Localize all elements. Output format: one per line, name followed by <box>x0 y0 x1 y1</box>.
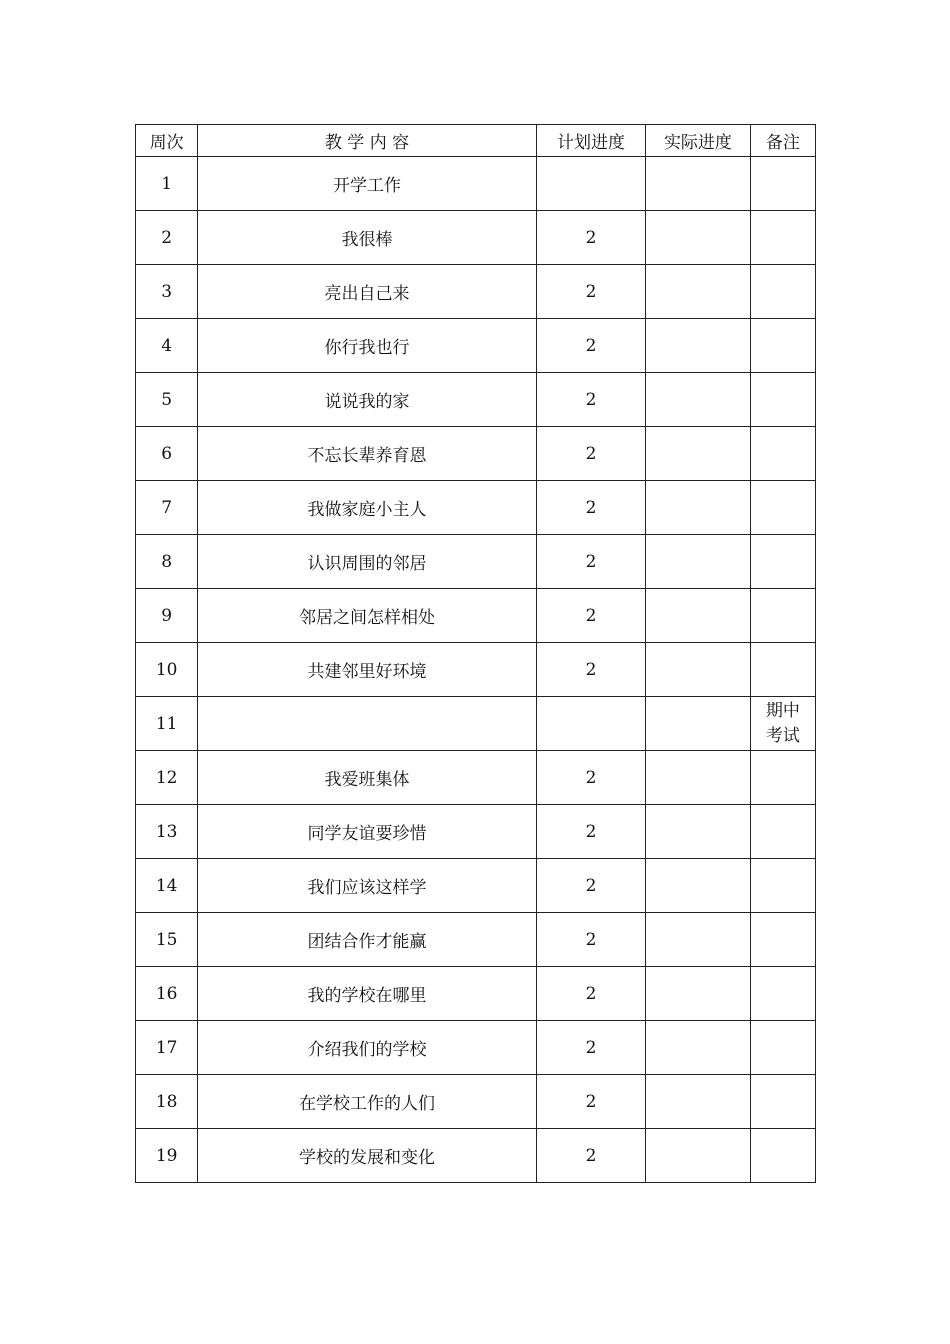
table-row <box>136 751 816 805</box>
cell-note <box>750 1075 815 1129</box>
cell-week: 2 <box>136 211 198 265</box>
cell-plan-progress: 2 <box>536 535 645 589</box>
cell-plan-progress: 2 <box>536 913 645 967</box>
table-row <box>136 535 816 589</box>
cell-content: 团结合作才能赢 <box>198 913 536 967</box>
cell-actual-progress <box>646 859 750 913</box>
header-note: 备注 <box>750 125 815 157</box>
cell-actual-progress <box>646 427 750 481</box>
cell-actual-progress <box>646 211 750 265</box>
cell-actual-progress <box>646 751 750 805</box>
cell-note <box>750 211 815 265</box>
cell-content: 我们应该这样学 <box>198 859 536 913</box>
cell-actual-progress <box>646 589 750 643</box>
table-row <box>136 805 816 859</box>
header-actual-progress: 实际进度 <box>646 125 750 157</box>
cell-plan-progress: 2 <box>536 373 645 427</box>
table-row <box>136 913 816 967</box>
cell-note <box>750 373 815 427</box>
cell-actual-progress <box>646 535 750 589</box>
table-row <box>136 967 816 1021</box>
cell-plan-progress: 2 <box>536 481 645 535</box>
cell-plan-progress: 2 <box>536 319 645 373</box>
cell-actual-progress <box>646 319 750 373</box>
cell-note <box>750 319 815 373</box>
cell-content: 我的学校在哪里 <box>198 967 536 1021</box>
cell-note <box>750 481 815 535</box>
table-row <box>136 211 816 265</box>
cell-week: 6 <box>136 427 198 481</box>
cell-content: 开学工作 <box>198 157 536 211</box>
cell-plan-progress <box>536 697 645 751</box>
cell-content: 你行我也行 <box>198 319 536 373</box>
table-row <box>136 643 816 697</box>
cell-week: 17 <box>136 1021 198 1075</box>
cell-plan-progress: 2 <box>536 751 645 805</box>
table-row <box>136 481 816 535</box>
cell-plan-progress: 2 <box>536 1021 645 1075</box>
cell-content: 在学校工作的人们 <box>198 1075 536 1129</box>
cell-content: 介绍我们的学校 <box>198 1021 536 1075</box>
cell-actual-progress <box>646 697 750 751</box>
cell-week: 9 <box>136 589 198 643</box>
cell-note <box>750 427 815 481</box>
table-header-row <box>136 125 816 157</box>
cell-week: 7 <box>136 481 198 535</box>
table-row <box>136 1075 816 1129</box>
cell-plan-progress: 2 <box>536 805 645 859</box>
cell-week: 5 <box>136 373 198 427</box>
cell-week: 4 <box>136 319 198 373</box>
cell-note <box>750 265 815 319</box>
cell-actual-progress <box>646 373 750 427</box>
cell-plan-progress: 2 <box>536 967 645 1021</box>
cell-week: 3 <box>136 265 198 319</box>
cell-actual-progress <box>646 643 750 697</box>
table-row <box>136 589 816 643</box>
cell-actual-progress <box>646 1021 750 1075</box>
cell-note <box>750 535 815 589</box>
cell-content: 我爱班集体 <box>198 751 536 805</box>
table-row <box>136 697 816 751</box>
cell-note <box>750 751 815 805</box>
cell-week: 8 <box>136 535 198 589</box>
cell-actual-progress <box>646 967 750 1021</box>
cell-week: 14 <box>136 859 198 913</box>
cell-plan-progress: 2 <box>536 1075 645 1129</box>
table-row <box>136 373 816 427</box>
table-body <box>136 157 816 1183</box>
cell-content: 我很棒 <box>198 211 536 265</box>
cell-actual-progress <box>646 1075 750 1129</box>
cell-content: 共建邻里好环境 <box>198 643 536 697</box>
cell-week: 16 <box>136 967 198 1021</box>
cell-plan-progress: 2 <box>536 643 645 697</box>
cell-week: 19 <box>136 1129 198 1183</box>
note-text: 期中 考试 <box>765 700 800 746</box>
table-row <box>136 1021 816 1075</box>
cell-note <box>750 859 815 913</box>
header-content: 教 学 内 容 <box>198 125 536 157</box>
table-row <box>136 157 816 211</box>
table-row <box>136 427 816 481</box>
cell-week: 15 <box>136 913 198 967</box>
cell-week: 12 <box>136 751 198 805</box>
cell-plan-progress: 2 <box>536 211 645 265</box>
teaching-schedule-table <box>135 124 816 1183</box>
cell-actual-progress <box>646 805 750 859</box>
header-week: 周次 <box>136 125 198 157</box>
table-row <box>136 265 816 319</box>
cell-content <box>198 697 536 751</box>
cell-actual-progress <box>646 481 750 535</box>
cell-note <box>750 967 815 1021</box>
cell-week: 10 <box>136 643 198 697</box>
cell-plan-progress: 2 <box>536 265 645 319</box>
cell-plan-progress: 2 <box>536 427 645 481</box>
cell-content: 同学友谊要珍惜 <box>198 805 536 859</box>
cell-content: 学校的发展和变化 <box>198 1129 536 1183</box>
cell-note <box>750 1129 815 1183</box>
cell-note <box>750 589 815 643</box>
table-row <box>136 1129 816 1183</box>
cell-plan-progress <box>536 157 645 211</box>
table-row <box>136 859 816 913</box>
cell-week: 1 <box>136 157 198 211</box>
cell-note <box>750 643 815 697</box>
cell-plan-progress: 2 <box>536 1129 645 1183</box>
cell-note <box>750 913 815 967</box>
cell-actual-progress <box>646 913 750 967</box>
cell-content: 我做家庭小主人 <box>198 481 536 535</box>
cell-content: 说说我的家 <box>198 373 536 427</box>
cell-note <box>750 157 815 211</box>
cell-content: 邻居之间怎样相处 <box>198 589 536 643</box>
cell-actual-progress <box>646 265 750 319</box>
cell-plan-progress: 2 <box>536 859 645 913</box>
cell-week: 13 <box>136 805 198 859</box>
cell-note <box>750 805 815 859</box>
cell-week: 11 <box>136 697 198 751</box>
cell-content: 认识周围的邻居 <box>198 535 536 589</box>
cell-week: 18 <box>136 1075 198 1129</box>
cell-content: 亮出自己来 <box>198 265 536 319</box>
cell-actual-progress <box>646 1129 750 1183</box>
cell-note <box>750 697 815 751</box>
cell-actual-progress <box>646 157 750 211</box>
header-plan-progress: 计划进度 <box>536 125 645 157</box>
cell-note <box>750 1021 815 1075</box>
table-row <box>136 319 816 373</box>
cell-content: 不忘长辈养育恩 <box>198 427 536 481</box>
cell-plan-progress: 2 <box>536 589 645 643</box>
